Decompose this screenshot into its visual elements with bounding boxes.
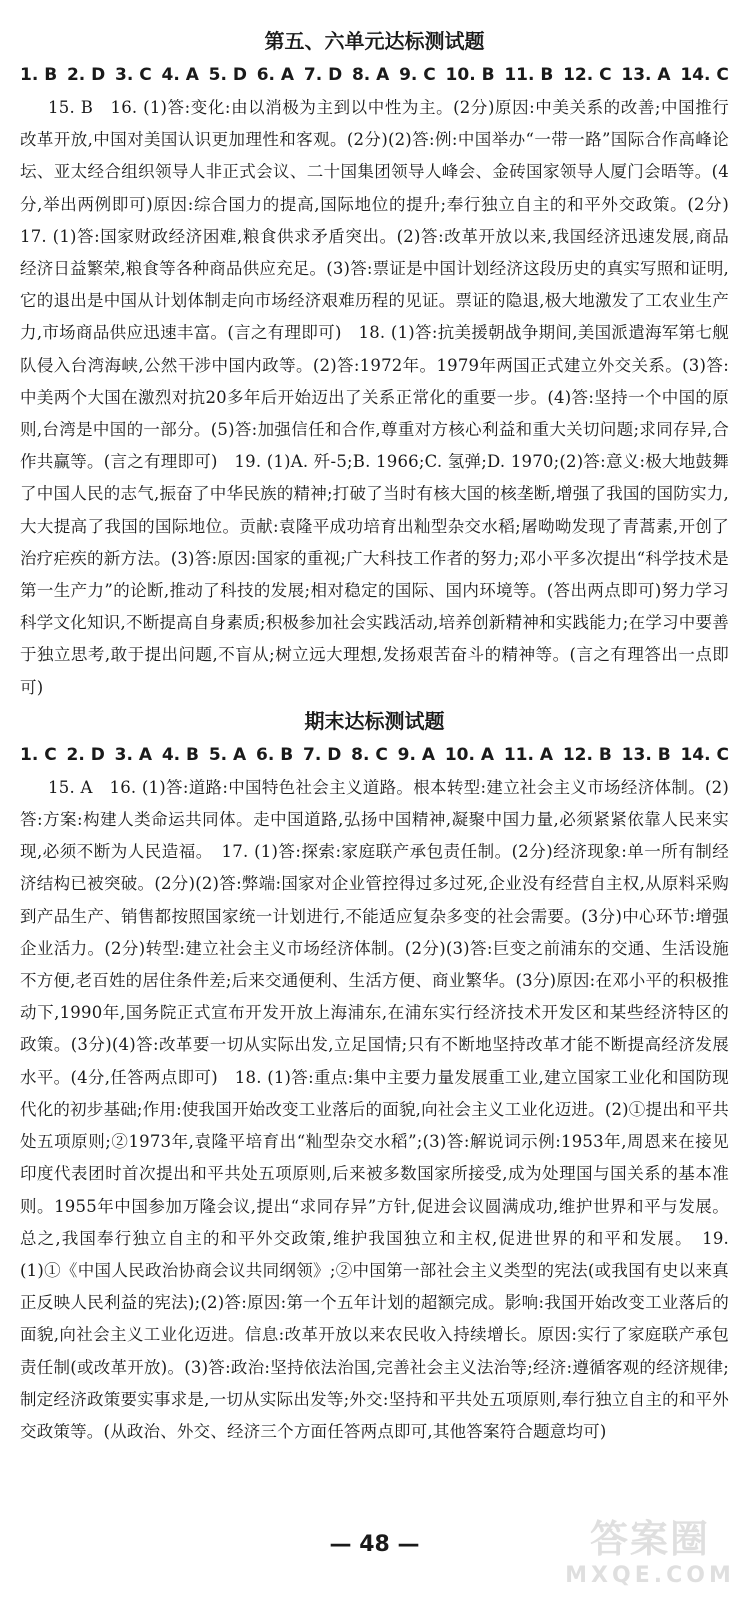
mc-answer: 3. A [114, 744, 153, 765]
mc-answer: 9. C [399, 65, 436, 85]
page-number: — 48 — [329, 1532, 420, 1557]
section2-title: 期末达标测试题 [304, 708, 445, 733]
mc-answer: 4. B [161, 744, 199, 765]
mc-answer: 6. A [256, 65, 295, 85]
section1-title: 第五、六单元达标测试题 [264, 29, 485, 53]
site-watermark [565, 1515, 735, 1595]
mc-answer: 11. A [503, 744, 554, 765]
section2-answer-text: 15. A 16. (1)答:道路:中国特色社会主义道路。根本转型:建立社会主义市场经济体制。(2)答:方案:构建人类命运共同体。走中国道路,弘扬中国精神,凝聚中国力量,必须紧紧依靠人民来实现,必须不断为人民造福。 17. (1)答:探索:家庭联产承包责任制。(2分)经济现象:单一所有制经济结构已被突破。(2分)(2)答:弊端:国家对企业管控得过多过死,企业没有经营自主权,从原料采购到产品生产、销售都按照国家统一计划进行,不能适应复杂多变的社会需要。(3分)中心环节:增强企业活力。(2分)转型:建立社会主义市场经济体制。(2分)(3)答:巨变之前浦东的交通、生活设施不方便,老百姓的居住条件差;后来交通便利、生活方便、商业繁华。(3分)原因:在邓小平的积极推动下,1990年,国务院正式宣布开发开放上海浦东,在浦东实行经济技术开发区和某些经济特区的政策。(3分)(4)答:改革要一切从实际出发,立足国情;只有不断地坚持改革才能不断提高经济发展水平。(4分,任答两点即可) 18. (1)答:重点:集中主要力量发展重工业,建立国家工业化和国防现代化的初步基础;作用:使我国开始改变工业落后的面貌,向社会主义工业化迈进。(2)①提出和平共处五项原则;②1973年,袁隆平培育出“籼型杂交水稻”;(3)答:解说词示例:1953年,周恩来在接见印度代表团时首次提出和平共处五项原则,后来被多数国家所接受,成为处理国与国关系的基本准则。1955年中国参加万隆会议,提出“求同存异”方针,促进会议圆满成功,维护世界和平与发展。总之,我国奉行独立自主的和平外交政策,维护我国独立和主权,促进世界的和平和发展。 19. (1)①《中国人民政治协商会议共同纲领》;②中国第一部社会主义类型的宪法(或我国有史以来真正反映人民利益的宪法);(2)答:原因:第一个五年计划的超额完成。影响:我国开始改变工业落后的面貌,向社会主义工业化迈进。信息:改革开放以来农民收入持续增长。原因:实行了家庭联产承包责任制(或改革开放)。(3)答:政治:坚持依法治国,完善社会主义法治等;经济:遵循客观的经济规律;制定经济政策要实事求是,一切从实际出发等;外交:坚持和平共处五项原则,奉行独立自主的和平外交政策等。(从政治、外交、经济三个方面任答两点即可,其他答案符合题意均可) [20, 777, 729, 1441]
mc-answer: 3. C [115, 65, 152, 85]
mc-answer: 12. B [562, 744, 612, 765]
mc-answer: 8. C [351, 744, 388, 765]
mc-answer: 9. A [397, 744, 435, 765]
mc-answer: 7. D [302, 744, 342, 765]
mc-answer: 7. D [303, 65, 343, 85]
watermark-logo-text: 答案圈 [589, 1517, 710, 1561]
mc-answer: 5. A [208, 744, 247, 765]
mc-answer: 2. D [66, 65, 106, 85]
section1-mc-answers [20, 58, 729, 92]
watermark-url: MXQE.COM [565, 1563, 735, 1588]
mc-answer: 8. A [351, 65, 390, 85]
mc-answer: 1. B [20, 65, 58, 85]
section1-answer-text: 15. B 16. (1)答:变化:由以消极为主到以中性为主。(2分)原因:中美关系的改善;中国推行改革开放,中国对美国认识更加理性和客观。(2分)(2)答:例:中国举办“一带一路”国际合作高峰论坛、亚太经合组织领导人非正式会议、二十国集团领导人峰会、金砖国家领导人厦门会晤等。(4分,举出两例即可)原因:综合国力的提高,国际地位的提升;奉行独立自主的和平外交政策。(2分) 17. (1)答:国家财政经济困难,粮食供求矛盾突出。(2)答:改革开放以来,我国经济迅速发展,商品经济日益繁荣,粮食等各种商品供应充足。(3)答:票证是中国计划经济这段历史的真实写照和证明,它的退出是中国从计划体制走向市场经济艰难历程的见证。票证的隐退,极大地激发了工农业生产力,市场商品供应迅速丰富。(言之有理即可) 18. (1)答:抗美援朝战争期间,美国派遣海军第七舰队侵入台湾海峡,公然干涉中国内政等。(2)答:1972年。1979年两国正式建立外交关系。(3)答:中美两个大国在激烈对抗20多年后开始迈出了关系正常化的重要一步。(4)答:坚持一个中国的原则,台湾是中国的一部分。(5)答:加强信任和合作,尊重对方核心利益和重大关切问题;求同存异,合作共赢等。(言之有理即可) 19. (1)A. 歼-5;B. 1966;C. 氢弹;D. 1970;(2)答:意义:极大地鼓舞了中国人民的志气,振奋了中华民族的精神;打破了当时有核大国的核垄断,增强了我国的国防实力,大大提高了我国的国际地位。贡献:袁隆平成功培育出籼型杂交水稻;屠呦呦发现了青蒿素,开创了治疗疟疾的新方法。(3)答:原因:国家的重视;广大科技工作者的努力;邓小平多次提出“科学技术是第一生产力”的论断,推动了科技的发展;相对稳定的国际、国内环境等。(答出两点即可)努力学习科学文化知识,不断提高自身素质;积极参加社会实践活动,培养创新精神和实践能力;在学习中要善于独立思考,敢于提出问题,不盲从;树立远大理想,发扬艰苦奋斗的精神等。(言之有理答出一点即可) [20, 98, 746, 697]
mc-answer: 1. C [20, 744, 57, 765]
mc-answer: 4. A [161, 65, 199, 85]
mc-answer: 5. D [208, 65, 247, 85]
mc-answer: 10. A [444, 744, 495, 765]
mc-answer: 6. B [256, 744, 294, 765]
mc-answer: 10. B [445, 65, 495, 85]
mc-answer: 13. B [621, 744, 671, 765]
mc-answer: 2. D [66, 744, 105, 765]
mc-answer: 11. B [504, 65, 554, 85]
mc-answer: 12. C [563, 65, 612, 85]
mc-answer: 13. A [621, 65, 671, 85]
mc-answer: 14. C [680, 65, 729, 85]
mc-answer: 14. C [680, 744, 729, 765]
section2-mc-answers [20, 738, 729, 772]
